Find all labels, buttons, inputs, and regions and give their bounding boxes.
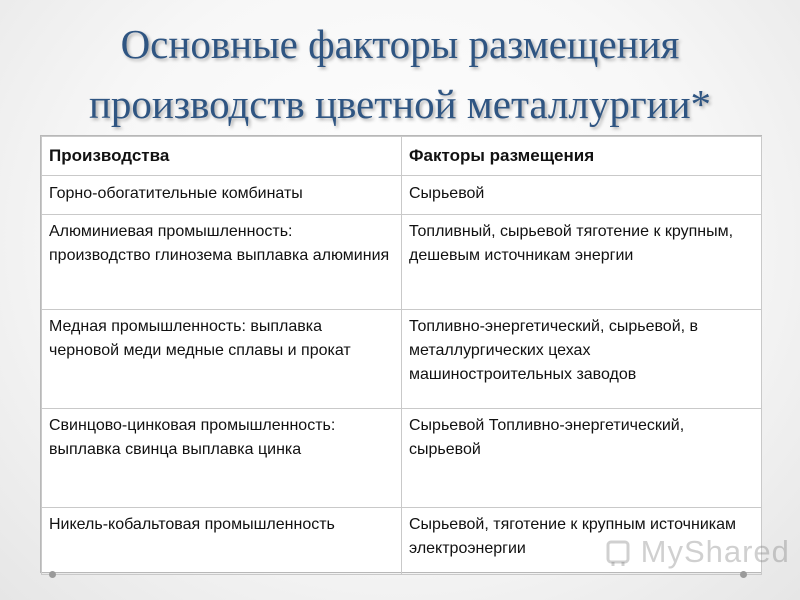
table-row — [42, 176, 762, 215]
factors-table-container — [40, 135, 762, 573]
table-row — [42, 310, 762, 409]
watermark-logo-icon — [605, 536, 631, 566]
slide-title-line2: производств цветной металлургии* — [88, 81, 712, 127]
cell-production: Никель-кобальтовая промышленность — [42, 508, 402, 575]
cell-factors: Сырьевой — [402, 176, 762, 215]
cell-factors: Топливно-энергетический, сырьевой, в металлургических цехах машиностроительных заводов — [402, 310, 762, 409]
header-production: Производства — [42, 137, 402, 176]
cell-factors: Топливный, сырьевой тяготение к крупным, дешевым источникам энергии — [402, 215, 762, 310]
watermark-text: MyShared — [640, 534, 790, 569]
factors-table — [41, 136, 762, 575]
bullet-dot-right — [740, 571, 747, 578]
cell-factors: Сырьевой Топливно-энергетический, сырьевой — [402, 409, 762, 508]
slide-title-line1: Основные факторы размещения — [120, 21, 680, 67]
cell-production: Горно-обогатительные комбинаты — [42, 176, 402, 215]
cell-production: Медная промышленность: выплавка черновой меди медные сплавы и прокат — [42, 310, 402, 409]
slide-title — [20, 14, 780, 134]
table-row — [42, 215, 762, 310]
header-factors: Факторы размещения — [402, 137, 762, 176]
table-header-row — [42, 137, 762, 176]
cell-factors: Сырьевой, тяготение к крупным источникам электроэнергии — [402, 508, 762, 575]
watermark — [605, 534, 790, 570]
bullet-dot-left — [49, 571, 56, 578]
cell-production: Свинцово-цинковая промышленность: выплавка свинца выплавка цинка — [42, 409, 402, 508]
cell-production: Алюминиевая промышленность: производство глинозема выплавка алюминия — [42, 215, 402, 310]
table-row — [42, 409, 762, 508]
